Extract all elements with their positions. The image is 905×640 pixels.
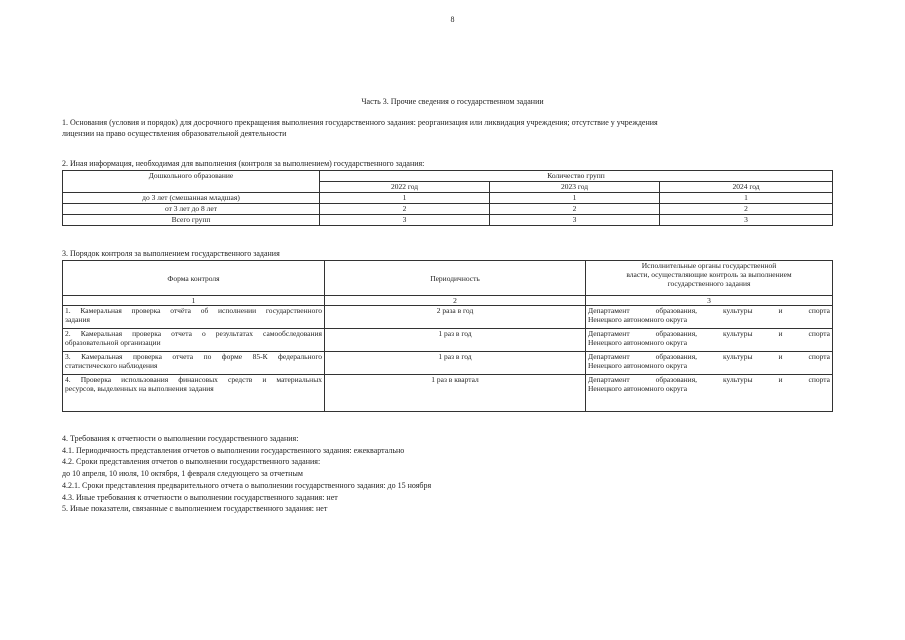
row-label: от 3 лет до 8 лет xyxy=(63,204,320,215)
period-cell: 1 раз в квартал xyxy=(325,375,586,412)
groups-table-group-header: Количество групп xyxy=(320,171,833,182)
form-cell xyxy=(63,329,325,352)
period-cell: 1 раз в год xyxy=(325,352,586,375)
org-cell xyxy=(586,375,833,412)
form-cell xyxy=(63,306,325,329)
section-1-text xyxy=(62,117,842,139)
section-4-line: 4.1. Периодичность представления отчетов о выполнении государственного задания: ежеквартально xyxy=(62,445,405,455)
org-header-line: государственного задания xyxy=(667,279,751,288)
section-title: Часть 3. Прочие сведения о государственном задании xyxy=(361,97,544,106)
section-4-line: 4.2. Сроки представления отчетов о выполнении государственного задания: xyxy=(62,457,321,467)
table-row xyxy=(63,375,833,412)
form-cell xyxy=(63,352,325,375)
org-cell xyxy=(586,306,833,329)
period-cell: 2 раза в год xyxy=(325,306,586,329)
period-header: Периодичность xyxy=(325,261,586,296)
section-4-line: 5. Иные показатели, связанные с выполнением государственного задания: нет xyxy=(62,504,328,514)
period-cell: 1 раз в год xyxy=(325,329,586,352)
cell-value: 2 xyxy=(320,204,490,215)
section-4-line: до 10 апреля, 10 июля, 10 октября, 1 февраля следующего за отчетным xyxy=(62,469,303,479)
org-cell xyxy=(586,352,833,375)
table-row xyxy=(63,329,833,352)
table-row xyxy=(63,352,833,375)
form-line: 1. Камеральная проверка отчёта об исполнении государственного xyxy=(65,306,322,315)
cell-value: 3 xyxy=(660,215,833,226)
column-number: 1 xyxy=(63,296,325,306)
section-4-list xyxy=(62,433,842,515)
section-1-line-1: 1. Основания (условия и порядок) для досрочного прекращения выполнения государственного задания: реорганизация или ликвидация учреждения; отсутствие у учреждения xyxy=(62,118,658,127)
org-cell xyxy=(586,329,833,352)
org-line: Департамент образования, культуры и спорта xyxy=(588,352,830,361)
form-line: 3. Камеральная проверка отчета по форме 85-К федерального xyxy=(65,352,322,361)
org-line: Департамент образования, культуры и спорта xyxy=(588,375,830,384)
row-label: Всего групп xyxy=(63,215,320,226)
org-header-line: власти, осуществляющие контроль за выполнением xyxy=(626,270,792,279)
form-line: 4. Проверка использования финансовых средств и материальных xyxy=(65,375,322,384)
row-label: до 3 лет (смешанная младшая) xyxy=(63,193,320,204)
section-3-heading: 3. Порядок контроля за выполнением государственного задания xyxy=(62,249,280,258)
page-number: 8 xyxy=(450,15,455,24)
section-4-line: 4.3. Иные требования к отчетности о выполнении государственного задания: нет xyxy=(62,492,338,502)
year-header: 2023 год xyxy=(490,182,660,193)
year-header: 2022 год xyxy=(320,182,490,193)
section-2-heading: 2. Иная информация, необходимая для выполнения (контроля за выполнением) государственного задания: xyxy=(62,159,425,168)
table-row xyxy=(63,306,833,329)
table-row xyxy=(63,204,833,215)
section-4-line: 4. Требования к отчетности о выполнении государственного задания: xyxy=(62,434,299,443)
form-line: ресурсов, выделенных на выполнения задания xyxy=(65,384,214,393)
table-row xyxy=(63,215,833,226)
cell-value: 1 xyxy=(320,193,490,204)
form-line: статистического наблюдения xyxy=(65,361,158,370)
cell-value: 3 xyxy=(490,215,660,226)
year-header: 2024 год xyxy=(660,182,833,193)
cell-value: 3 xyxy=(320,215,490,226)
cell-value: 2 xyxy=(490,204,660,215)
form-line: 2. Камеральная проверка отчета о результатах самообследования xyxy=(65,329,322,338)
section-4-line: 4.2.1. Сроки представления предварительного отчета о выполнении государственного задания: до 15 ноября xyxy=(62,480,432,490)
org-line: Ненецкого автономного округа xyxy=(588,384,688,393)
form-cell xyxy=(63,375,325,412)
section-1-line-2: лицензии на право осуществления образовательной деятельности xyxy=(62,129,287,138)
column-number: 2 xyxy=(325,296,586,306)
org-header-line: Исполнительные органы государственной xyxy=(641,261,777,270)
groups-table-left-header: Дошкольного образование xyxy=(63,171,320,193)
control-table xyxy=(62,260,833,412)
column-number: 3 xyxy=(586,296,833,306)
table-row xyxy=(63,193,833,204)
org-line: Департамент образования, культуры и спорта xyxy=(588,329,830,338)
org-line: Департамент образования, культуры и спорта xyxy=(588,306,830,315)
form-line: образовательной организации xyxy=(65,338,161,347)
cell-value: 1 xyxy=(490,193,660,204)
org-line: Ненецкого автономного округа xyxy=(588,361,688,370)
org-header xyxy=(586,261,833,296)
cell-value: 1 xyxy=(660,193,833,204)
groups-table xyxy=(62,170,833,226)
org-line: Ненецкого автономного округа xyxy=(588,338,688,347)
cell-value: 2 xyxy=(660,204,833,215)
org-line: Ненецкого автономного округа xyxy=(588,315,688,324)
form-line: задания xyxy=(65,315,90,324)
form-header: Форма контроля xyxy=(63,261,325,296)
